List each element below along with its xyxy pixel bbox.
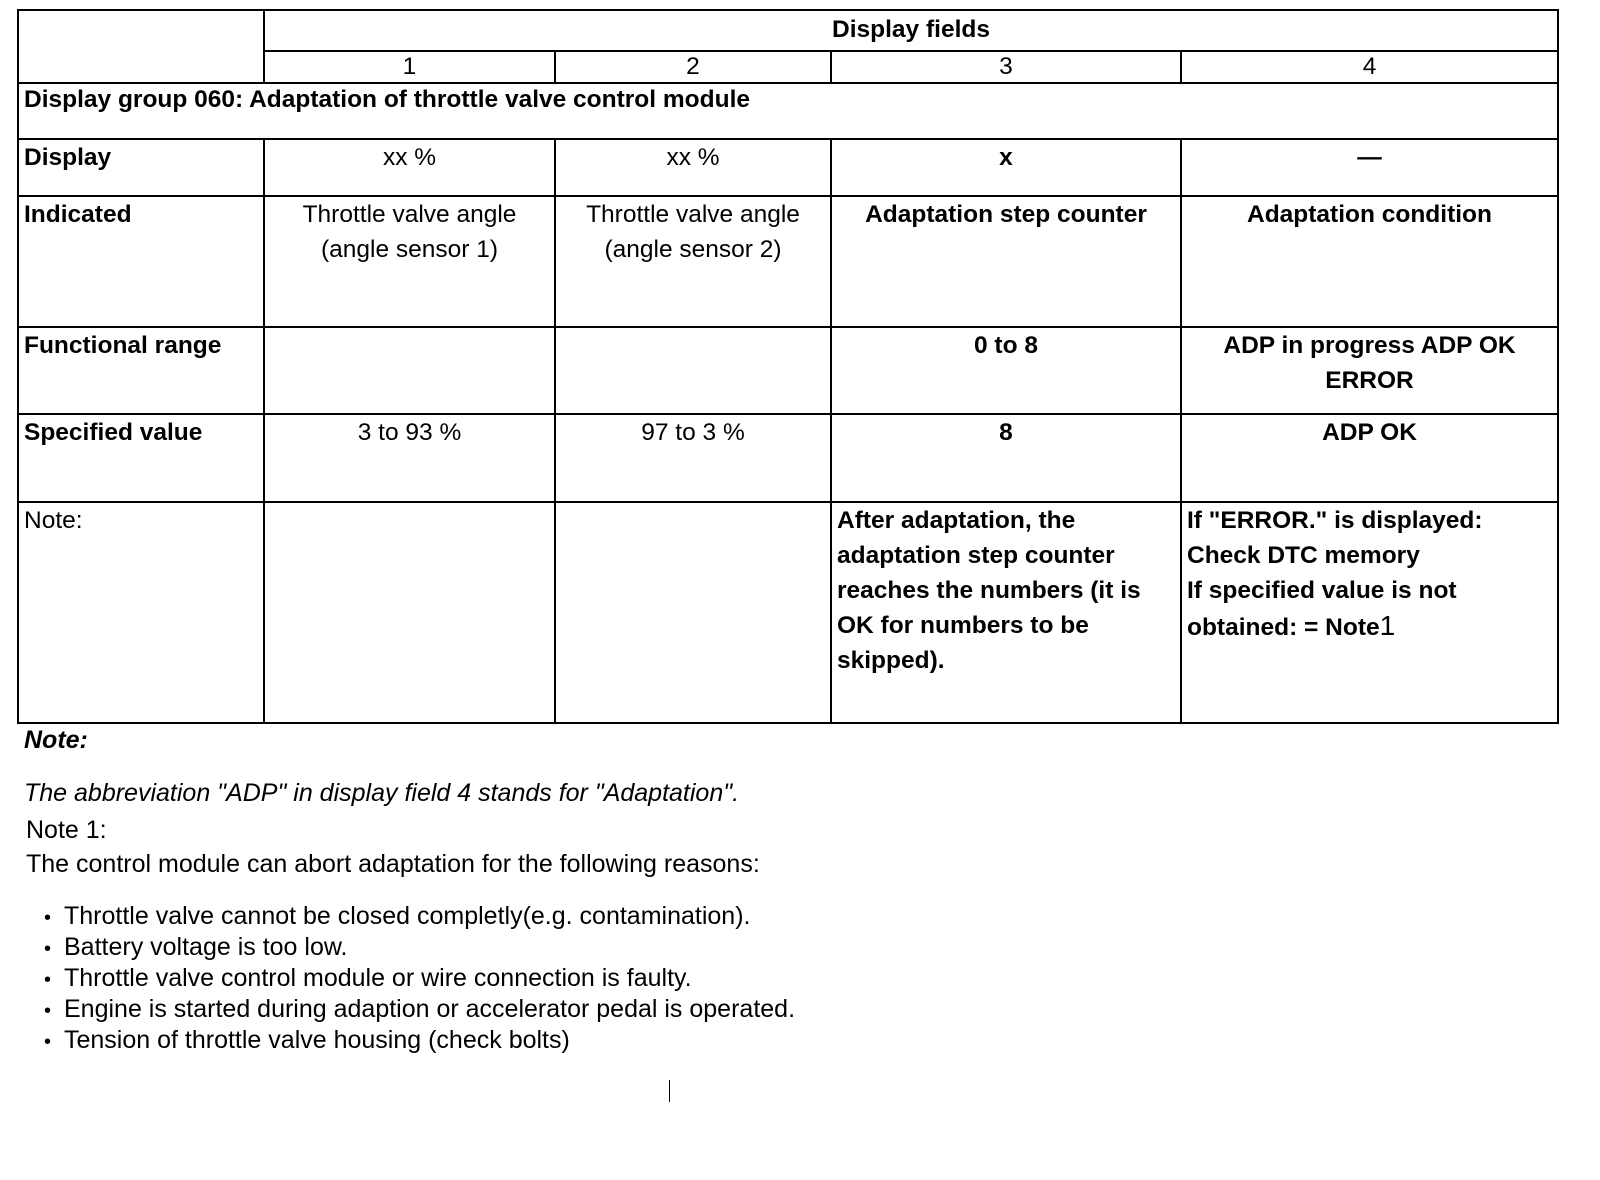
list-item: [44, 995, 795, 1026]
note1-text: The control module can abort adaptation for the following reasons:: [26, 850, 760, 878]
display-cell-3: x: [831, 139, 1181, 196]
display-group-title: Display group 060: Adaptation of throttle valve control module: [18, 83, 1558, 139]
note-cell-2: [555, 502, 831, 723]
reason-text: Engine is started during adaption or accelerator pedal is operated.: [64, 995, 796, 1023]
indicated-cell-4: Adaptation condition: [1181, 196, 1558, 327]
note-cell-4-line-3: If specified value is not: [1187, 577, 1457, 604]
indicated-cell-3: Adaptation step counter: [831, 196, 1181, 327]
specified-value-cell-2: 97 to 3 %: [555, 414, 831, 502]
reason-text: Throttle valve cannot be closed completly(e.g. contamination).: [64, 902, 751, 930]
bullet-icon: •: [44, 969, 52, 991]
functional-range-cell-4: ADP in progress ADP OK ERROR: [1181, 327, 1558, 414]
row-display: [18, 139, 1558, 196]
bullet-icon: •: [44, 1000, 52, 1022]
row-specified-value: [18, 414, 1558, 502]
row-label-indicated: Indicated: [18, 196, 264, 327]
functional-range-cell-1: [264, 327, 555, 414]
field-number-1: 1: [264, 51, 555, 83]
note-cell-4-line-4: obtained: = Note: [1187, 614, 1380, 641]
note-cell-4-line-1: If "ERROR." is displayed:: [1187, 507, 1483, 534]
field-number-3: 3: [831, 51, 1181, 83]
note-adp-text: The abbreviation "ADP" in display field 4 stands for "Adaptation".: [24, 779, 740, 807]
note-cell-4-ref: 1: [1379, 610, 1396, 641]
list-item: [44, 933, 795, 964]
specified-value-cell-4: ADP OK: [1181, 414, 1558, 502]
reason-text: Tension of throttle valve housing (check bolts): [64, 1026, 570, 1054]
indicated-cell-1: Throttle valve angle (angle sensor 1): [264, 196, 555, 327]
list-item: [44, 902, 795, 933]
note-cell-1: [264, 502, 555, 723]
specified-value-cell-3: 8: [831, 414, 1181, 502]
display-cell-2: xx %: [555, 139, 831, 196]
row-label-specified-value: Specified value: [18, 414, 264, 502]
functional-range-cell-2: [555, 327, 831, 414]
row-note: [18, 502, 1558, 723]
page-tick-mark: [669, 1080, 670, 1102]
field-number-4: 4: [1181, 51, 1558, 83]
indicated-cell-2: Throttle valve angle (angle sensor 2): [555, 196, 831, 327]
note1-heading: Note 1:: [26, 816, 107, 844]
header-empty-cell: [18, 10, 264, 83]
list-item: [44, 964, 795, 995]
display-group-table: [17, 9, 1559, 724]
note-cell-3: After adaptation, the adaptation step counter reaches the numbers (it is OK for numbers to be skipped).: [831, 502, 1181, 723]
reason-text: Battery voltage is too low.: [64, 933, 348, 961]
note-heading: Note:: [24, 726, 88, 754]
bullet-icon: •: [44, 938, 52, 960]
list-item: [44, 1026, 795, 1057]
row-functional-range: [18, 327, 1558, 414]
display-fields-header: Display fields: [264, 10, 1558, 51]
reasons-list: [44, 902, 795, 1057]
row-indicated: [18, 196, 1558, 327]
bullet-icon: •: [44, 1031, 52, 1053]
note-cell-4-line-2: Check DTC memory: [1187, 542, 1420, 569]
display-cell-4: —: [1181, 139, 1558, 196]
reason-text: Throttle valve control module or wire connection is faulty.: [64, 964, 692, 992]
specified-value-cell-1: 3 to 93 %: [264, 414, 555, 502]
functional-range-cell-3: 0 to 8: [831, 327, 1181, 414]
field-number-2: 2: [555, 51, 831, 83]
display-cell-1: xx %: [264, 139, 555, 196]
row-label-note: Note:: [18, 502, 264, 723]
note-cell-4: [1181, 502, 1558, 723]
row-label-display: Display: [18, 139, 264, 196]
bullet-icon: •: [44, 907, 52, 929]
row-label-functional-range: Functional range: [18, 327, 264, 414]
